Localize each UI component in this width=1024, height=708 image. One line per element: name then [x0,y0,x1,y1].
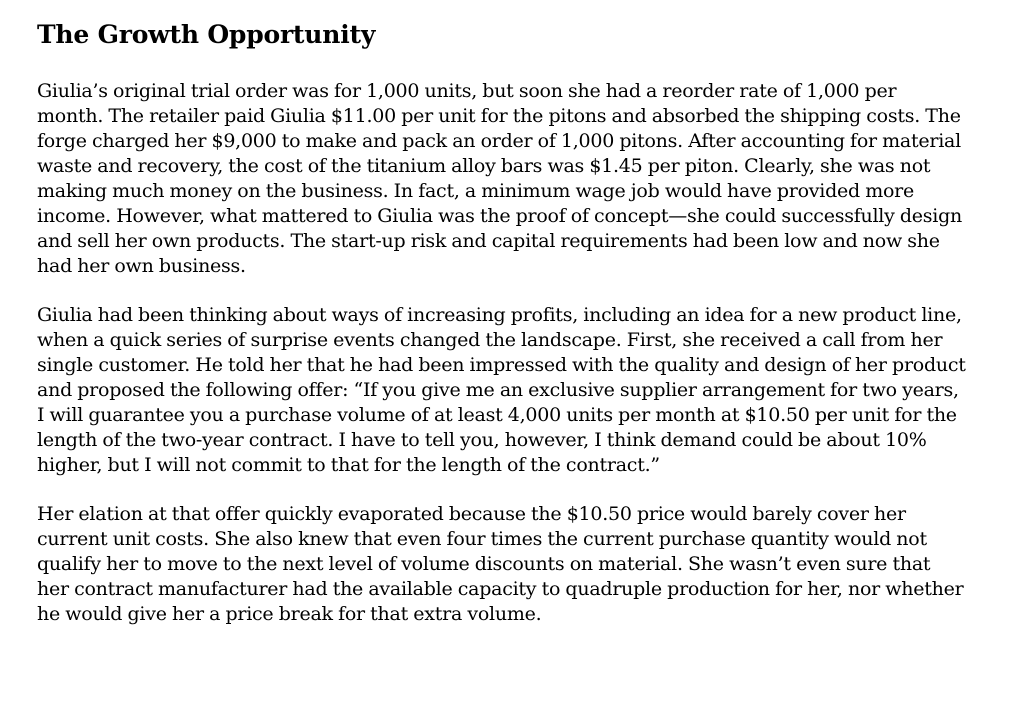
paragraph-3: Her elation at that offer quickly evaporated because the $10.50 price would barely cover her current unit costs. She also knew that even four times the current purchase quantity would not qualify her to move to the next level of volume discounts on material. She wasn’t even sure that her contract manufacturer had the available capacity to quadruple production for her, nor whether he would give her a price break for that extra volume. [37,503,964,625]
paragraph-1: Giulia’s original trial order was for 1,000 units, but soon she had a reorder rate of 1,000 per month. The retailer paid Giulia $11.00 per unit for the pitons and absorbed the shipping costs. The forge charged her $9,000 to make and pack an order of 1,000 pitons. After accounting for material waste and recovery, the cost of the titanium alloy bars was $1.45 per piton. Clearly, she was not making much money on the business. In fact, a minimum wage job would have provided more income. However, what mattered to Giulia was the proof of concept—she could successfully design and sell her own products. The start-up risk and capital requirements had been low and now she had her own business. [37,80,963,277]
document-body [37,18,967,651]
document-title: The Growth Opportunity [37,20,376,49]
paragraph-2: Giulia had been thinking about ways of increasing profits, including an idea for a new product line, when a quick series of surprise events changed the landscape. First, she received a call from her single customer. He told her that he had been impressed with the quality and design of her product and proposed the following offer: “If you give me an exclusive supplier arrangement for two years, I will guarantee you a purchase volume of at least 4,000 units per month at $10.50 per unit for the length of the two-year contract. I have to tell you, however, I think demand could be about 10% higher, but I will not commit to that for the length of the contract.” [37,304,966,476]
